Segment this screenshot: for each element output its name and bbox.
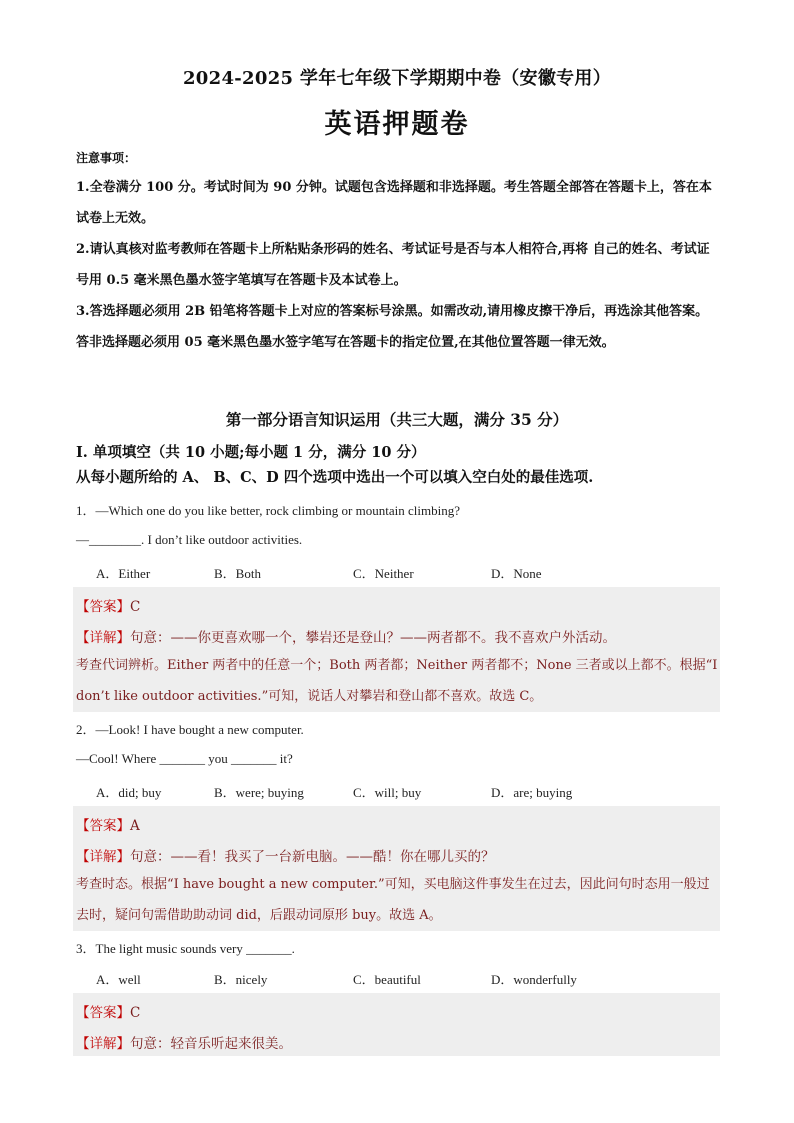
answer-label: 【答案】 [76,599,130,615]
option-d: D．wonderfully [491,972,577,987]
answer-label: 【答案】 [76,1005,130,1021]
translation-text: 句意：——看！我买了一台新电脑。——酷！你在哪儿买的？ [130,849,495,865]
option-d: D．are; buying [491,785,573,800]
option-b: B．Both [214,566,261,581]
section-heading: 第一部分语言知识运用（共三大题，满分 35 分） [225,410,569,429]
option-c: C．beautiful [353,972,421,987]
exam-title: 2024-2025 学年七年级下学期期中卷（安徽专用） [182,68,612,89]
question-2-reply: —Cool! Where _______ you _______ it? [76,751,293,766]
notice-item-1: 1.全卷满分 100 分。考试时间为 90 分钟。试题包含选择题和非选择题。考生答题全部答在答题卡上，答在本试卷上无效。 [76,180,712,226]
question-1-options [76,563,716,581]
detail-line-1 [76,626,616,646]
answer-label: 【答案】 [76,818,130,834]
option-a: A．did; buy [96,785,162,800]
question-1-stem: 1．—Which one do you like better, rock climbing or mountain climbing? [76,503,460,518]
notice-item-3: 3.答选择题必须用 2B 铅笔将答题卡上对应的答案标号涂黑。如需改动,请用橡皮擦干净后，再选涂其他答案。答非选择题必须用 05 毫米黑色墨水签字笔写在答题卡的指定位置,在其他位置答题一律无效。 [76,304,709,350]
explanation-1: 考查代词辨析。Either 两者中的任意一个；Both 两者都；Neither 两者都不；None 三者或以上都不。根据“I don’t like outdoor activities.”可知，说话人对攀岩和登山都不喜欢。故选 C。 [76,658,718,704]
translation-text: 句意：轻音乐听起来很美。 [130,1036,292,1052]
answer-value: A [130,818,140,834]
explanation-2: 考查时态。根据“I have bought a new computer.”可知，买电脑这件事发生在过去，因此问句时态用一般过去时，疑问句需借助助动词 did，后跟动词原形 buy。故选 A。 [76,877,710,923]
question-3-stem: 3．The light music sounds very _______. [76,941,295,956]
detail-line-2 [76,845,495,865]
option-c: C．will; buy [353,785,422,800]
question-2-stem: 2．—Look! I have bought a new computer. [76,722,304,737]
part-heading: I. 单项填空（共 10 小题;每小题 1 分，满分 10 分） [76,444,426,461]
translation-text: 句意：——你更喜欢哪一个，攀岩还是登山？——两者都不。我不喜欢户外活动。 [130,630,616,646]
option-a: A．well [96,972,141,987]
option-d: D．None [491,566,542,581]
notice-heading: 注意事项： [76,151,137,165]
question-3-options [76,969,716,987]
option-b: B．nicely [214,972,268,987]
detail-line-3 [76,1032,292,1052]
answer-line-1 [76,595,140,615]
option-b: B．were; buying [214,785,304,800]
answer-value: C [130,1005,141,1021]
part-instruction: 从每小题所给的 A、 B、C、D 四个选项中选出一个可以填入空白处的最佳选项. [76,469,594,486]
exam-subtitle: 英语押题卷 [324,109,470,140]
notice-item-2: 2.请认真核对监考教师在答题卡上所粘贴条形码的姓名、考试证号是否与本人相符合,再将 自己的姓名、考试证号用 0.5 毫米黑色墨水签字笔填写在答题卡及本试卷上。 [76,242,710,288]
question-2-options [76,782,716,800]
detail-label: 【详解】 [76,630,130,646]
option-c: C．Neither [353,566,414,581]
answer-value: C [130,599,141,615]
detail-label: 【详解】 [76,1036,130,1052]
detail-label: 【详解】 [76,849,130,865]
option-a: A．Either [96,566,151,581]
question-1-reply: —________. I don’t like outdoor activities. [76,532,303,547]
answer-line-3 [76,1001,140,1021]
answer-line-2 [76,814,140,834]
